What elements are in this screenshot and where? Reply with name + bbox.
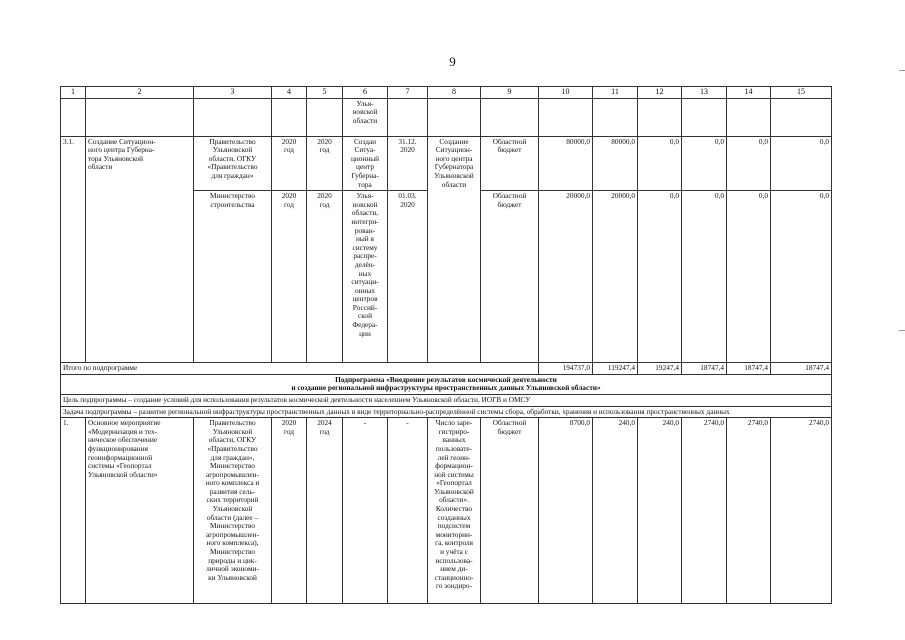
subprogram-title-row <box>61 374 832 394</box>
amount-2020: 240,0 <box>593 418 638 604</box>
funding-source: Областной бюджет <box>481 191 539 363</box>
amount-2022: 0,0 <box>682 136 727 191</box>
amount-2020: 20000,0 <box>593 191 638 363</box>
executor: Правительство Ульяновской области, ОГКУ «Правительство для граждан» <box>194 136 272 191</box>
amount-2023: 0,0 <box>727 191 771 363</box>
carry-over-row <box>61 98 832 136</box>
funding-source: Областной бюджет <box>481 136 539 191</box>
table-row-1 <box>61 418 832 604</box>
col-num: 10 <box>539 87 593 99</box>
amount-2021: 0,0 <box>638 191 682 363</box>
carry-over-text: Улья- новской области <box>343 98 388 136</box>
page-number: 9 <box>449 54 456 69</box>
column-number-row <box>61 87 832 99</box>
col-num: 3 <box>194 87 272 99</box>
total-2022: 18747,4 <box>682 363 727 375</box>
total-2021: 19247,4 <box>638 363 682 375</box>
col-num: 13 <box>682 87 727 99</box>
funding-source: Областной бюджет <box>481 418 539 604</box>
col-num: 4 <box>272 87 307 99</box>
table-row-3-1-a <box>61 136 832 191</box>
amount-2024: 0,0 <box>771 191 832 363</box>
col-num: 1 <box>61 87 86 99</box>
col-num: 15 <box>771 87 832 99</box>
end-year: 2020 год <box>307 191 343 363</box>
total-2020: 119247,4 <box>593 363 638 375</box>
amount-2024: 2740,0 <box>771 418 832 604</box>
end-year: 2020 год <box>307 136 343 191</box>
amount-2021: 0,0 <box>638 136 682 191</box>
program-table <box>60 86 832 604</box>
amount-2023: 2740,0 <box>727 418 771 604</box>
col-num: 14 <box>727 87 771 99</box>
col-num: 5 <box>307 87 343 99</box>
col-num: 11 <box>593 87 638 99</box>
start-year: 2020 год <box>272 136 307 191</box>
col-num: 12 <box>638 87 682 99</box>
subprogram-title: Подпрограмма «Внедрение результатов космической деятельности и создание региональной инфраструктуры пространственных данных Ульяновской области» <box>61 374 832 394</box>
result-date: 01.03. 2020 <box>388 191 428 363</box>
amount-2020: 80000,0 <box>593 136 638 191</box>
amount-2024: 0,0 <box>771 136 832 191</box>
amount-2023: 0,0 <box>727 136 771 191</box>
executor: Министерство строительства <box>194 191 272 363</box>
result-date: 31.12. 2020 <box>388 136 428 191</box>
total-2024: 18747,4 <box>771 363 832 375</box>
indicator: Число заре- гистриро- ванных пользовате- лей геоин- формацион- ной системы «Геопортал Ульяновской области». Количество созданных подсистем мониторин- га, контроля и учёта с использова- нием ди- станционно- го зондиро- <box>428 418 481 604</box>
margin-mark <box>899 330 905 331</box>
amount-total: 20000,0 <box>539 191 593 363</box>
executor: Правительство Ульяновской области, ОГКУ «Правительство для граждан», Министерство агропромышлен- ного комплекса и развития сель- ских территорий Ульяновской области (далее – Министерство агропромышлен- ного комплекса), Министерство природы и цик- личной экономи- ки Ульяновской <box>194 418 272 604</box>
goal-row <box>61 394 832 406</box>
start-year: 2020 год <box>272 418 307 604</box>
col-num: 9 <box>481 87 539 99</box>
subprogram-task: Задача подпрограммы – развитие региональной инфраструктуры пространственных данных в виде территориально-распределённой системы сбора, обработки, хранения и использования пространственных данных <box>61 406 832 418</box>
expected-result: - <box>343 418 388 604</box>
col-num: 2 <box>86 87 194 99</box>
result-date: - <box>388 418 428 604</box>
subprogram-goal: Цель подпрограммы – создание условий для использования результатов космической деятельности населением Ульяновской области, ИОГВ и ОМСУ <box>61 394 832 406</box>
col-num: 7 <box>388 87 428 99</box>
measure-name: Основное мероприятие «Модернизация и тех- ническое обеспечение функционирования геоинформационной системы «Геопортал Ульяновской области» <box>86 418 194 604</box>
row-number: 1. <box>61 418 86 604</box>
amount-2022: 0,0 <box>682 191 727 363</box>
indicator: Создание Ситуацион- ного центра Губернатора Ульяновской области <box>428 136 481 363</box>
expected-result: Улья- новской области, интегри- рован- ный в систему распре- делён- ных ситуаци- онных центров Россий- ской Федера- ции <box>343 191 388 363</box>
start-year: 2020 год <box>272 191 307 363</box>
total-label: Итого по подпрограмме <box>61 363 539 375</box>
col-num: 8 <box>428 87 481 99</box>
col-num: 6 <box>343 87 388 99</box>
expected-result: Создан Ситуа- ционный центр Губерна- тора <box>343 136 388 191</box>
amount-2022: 2740,0 <box>682 418 727 604</box>
end-year: 2024 год <box>307 418 343 604</box>
amount-total: 80000,0 <box>539 136 593 191</box>
row-number: 3.1. <box>61 136 86 363</box>
measure-name: Создание Ситуацион- ного центра Губерна- тора Ульяновской области <box>86 136 194 363</box>
amount-total: 8700,0 <box>539 418 593 604</box>
margin-mark <box>899 70 905 71</box>
total-row <box>61 363 832 375</box>
task-row <box>61 406 832 418</box>
total-amount: 194737,0 <box>539 363 593 375</box>
total-2023: 18747,4 <box>727 363 771 375</box>
amount-2021: 240,0 <box>638 418 682 604</box>
